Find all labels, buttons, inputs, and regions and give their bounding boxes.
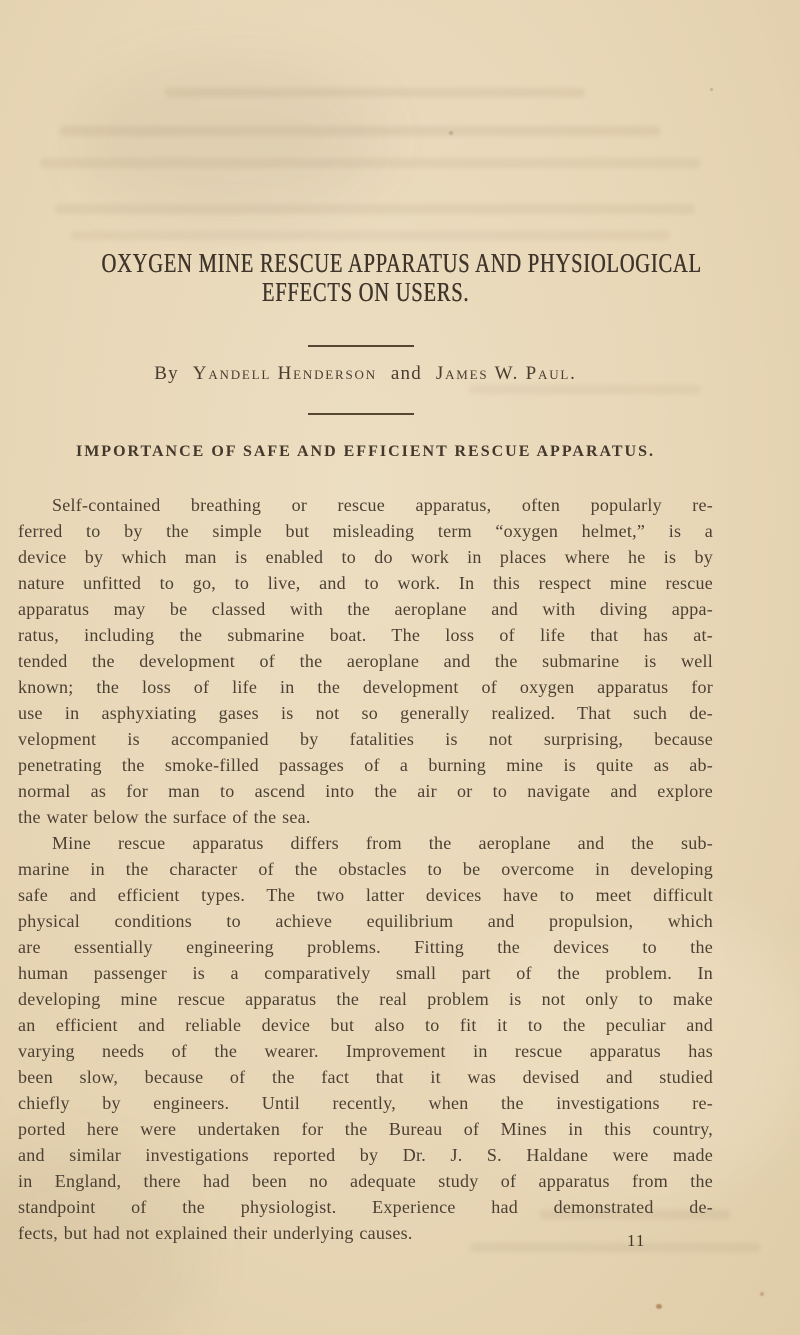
- paper-mottle: [80, 60, 380, 220]
- bleed-through-ghost: [70, 231, 670, 240]
- bleed-through-ghost: [55, 204, 695, 214]
- byline-author-2: James W. Paul.: [435, 363, 577, 384]
- paragraph-line: marine in the character of the obstacles to be overcome in developing: [18, 859, 713, 879]
- bleed-through-ghost: [165, 88, 585, 97]
- paragraph-line: the water below the surface of the sea.: [18, 807, 311, 827]
- paragraph-line: developing mine rescue apparatus the real problem is not only to make: [18, 989, 713, 1009]
- article-title-line-2: EFFECTS ON USERS.: [261, 277, 470, 307]
- paragraph-line: human passenger is a comparatively small part of the problem. In: [18, 963, 713, 983]
- paragraph-line: device by which man is enabled to do work in places where he is by: [18, 547, 713, 567]
- paragraph-line: use in asphyxiating gases is not so generally realized. That such de-: [18, 703, 713, 723]
- section-heading: IMPORTANCE OF SAFE AND EFFICIENT RESCUE APPARATUS.: [75, 443, 656, 460]
- paragraph-line: penetrating the smoke-filled passages of a burning mine is quite as ab-: [18, 755, 713, 775]
- divider-rule-top: [308, 345, 414, 347]
- paragraph-line: velopment is accompanied by fatalities is not surprising, because: [18, 729, 713, 749]
- paragraph-line: chiefly by engineers. Until recently, when the investigations re-: [18, 1093, 713, 1113]
- paragraph-line: an efficient and reliable device but also to fit it to the peculiar and: [18, 1015, 713, 1035]
- paragraph-line: safe and efficient types. The two latter devices have to meet difficult: [18, 885, 713, 905]
- paragraph-line: standpoint of the physiologist. Experience had demonstrated de-: [18, 1197, 713, 1217]
- paragraph-line: and similar investigations reported by Dr. J. S. Haldane were made: [18, 1145, 713, 1165]
- paragraph-line: been slow, because of the fact that it was devised and studied: [18, 1067, 713, 1087]
- body-text: [18, 492, 713, 1246]
- paragraph-line: in England, there had been no adequate study of apparatus from the: [18, 1171, 713, 1191]
- paragraph-line: Self-contained breathing or rescue apparatus, often popularly re-: [52, 495, 713, 515]
- foxing-speck: [449, 131, 453, 135]
- paragraph-line: normal as for man to ascend into the air or to navigate and explore: [18, 781, 713, 801]
- paragraph-line: nature unfitted to go, to live, and to work. In this respect mine rescue: [18, 573, 713, 593]
- paragraph-line: fects, but had not explained their underlying causes.: [18, 1223, 413, 1243]
- foxing-speck: [656, 1304, 662, 1309]
- byline-connector: and: [390, 363, 422, 384]
- article-title: [18, 249, 713, 307]
- paragraph-line: Mine rescue apparatus differs from the aeroplane and the sub-: [52, 833, 713, 853]
- paragraph-line: are essentially engineering problems. Fitting the devices to the: [18, 937, 713, 957]
- bleed-through-ghost: [470, 385, 700, 394]
- paragraph-line: ferred to by the simple but misleading term “oxygen helmet,” is a: [18, 521, 713, 541]
- byline-author-1: Yandell Henderson: [192, 363, 377, 384]
- byline-prefix: By: [154, 363, 179, 384]
- article-title-line-1: OXYGEN MINE RESCUE APPARATUS AND PHYSIOLOGICAL: [101, 248, 702, 278]
- paragraph-line: varying needs of the wearer. Improvement in rescue apparatus has: [18, 1041, 713, 1061]
- foxing-speck: [760, 1292, 764, 1296]
- byline: [18, 363, 713, 385]
- paragraph-line: known; the loss of life in the development of oxygen apparatus for: [18, 677, 713, 697]
- paragraph-line: ratus, including the submarine boat. The loss of life that has at-: [18, 625, 713, 645]
- paragraph-line: physical conditions to achieve equilibrium and propulsion, which: [18, 911, 713, 931]
- paragraph-line: tended the development of the aeroplane and the submarine is well: [18, 651, 713, 671]
- paragraph-line: apparatus may be classed with the aeroplane and with diving appa-: [18, 599, 713, 619]
- bleed-through-ghost: [60, 126, 660, 136]
- bleed-through-ghost: [40, 158, 700, 168]
- paragraph-line: ported here were undertaken for the Bureau of Mines in this country,: [18, 1119, 713, 1139]
- foxing-speck: [710, 88, 713, 91]
- page-number: 11: [627, 1231, 646, 1250]
- divider-rule-bottom: [308, 413, 414, 415]
